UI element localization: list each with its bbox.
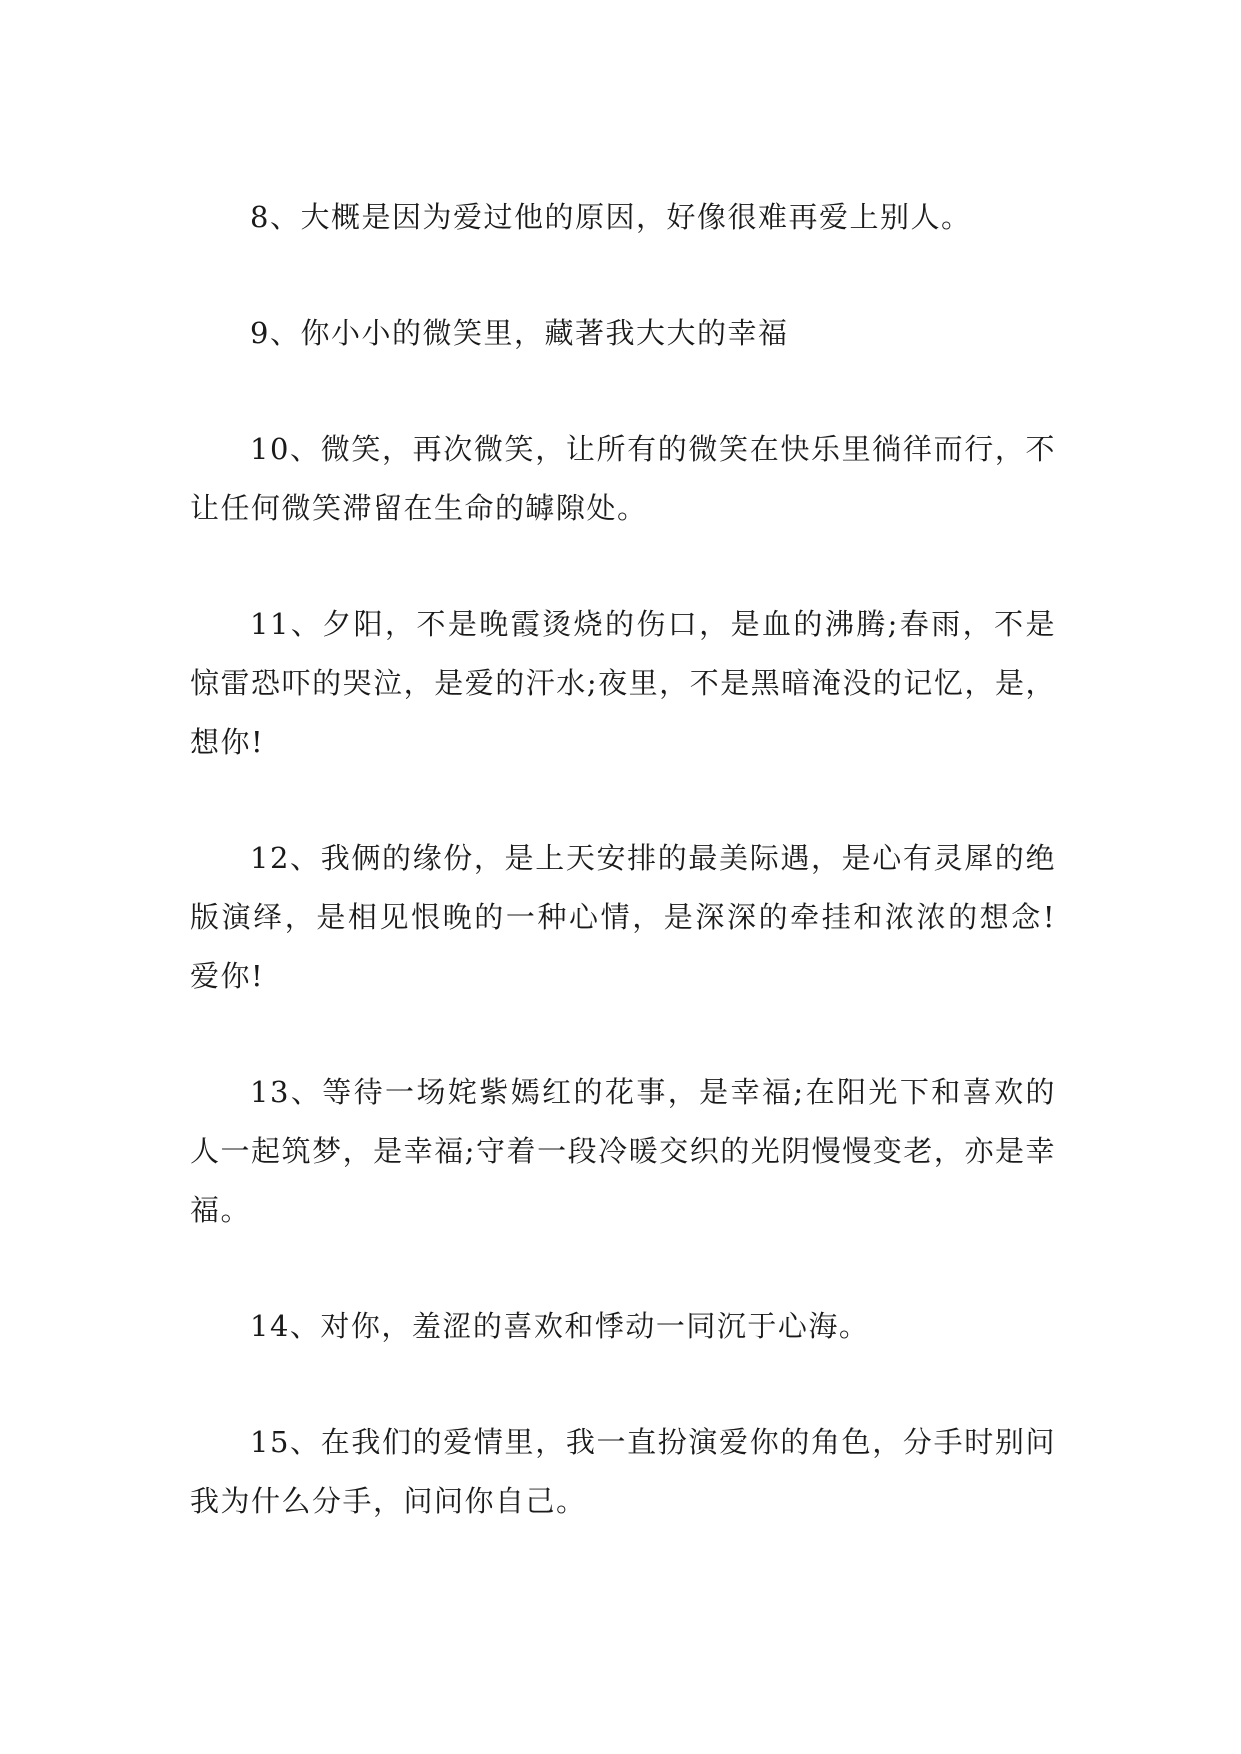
paragraph-13: 13、等待一场姹紫嫣红的花事，是幸福;在阳光下和喜欢的人一起筑梦，是幸福;守着一段冷暖交织的光阴慢慢变老，亦是幸福。 xyxy=(190,1075,1056,1227)
document-body xyxy=(190,188,1056,1588)
paragraph-9: 9、你小小的微笑里，藏著我大大的幸福 xyxy=(250,316,789,350)
paragraph-15: 15、在我们的爱情里，我一直扮演爱你的角色，分手时别问我为什么分手，问问你自己。 xyxy=(190,1425,1056,1518)
paragraph-8: 8、大概是因为爱过他的原因，好像很难再爱上别人。 xyxy=(250,200,972,234)
paragraph-14: 14、对你，羞涩的喜欢和悸动一同沉于心海。 xyxy=(250,1309,870,1343)
paragraph-12: 12、我俩的缘份，是上天安排的最美际遇，是心有灵犀的绝版演绎，是相见恨晚的一种心情，是深深的牵挂和浓浓的想念!爱你! xyxy=(190,841,1056,993)
paragraph-11: 11、夕阳，不是晚霞烫烧的伤口，是血的沸腾;春雨，不是惊雷恐吓的哭泣，是爱的汗水;夜里，不是黑暗淹没的记忆，是，想你! xyxy=(190,607,1056,759)
paragraph-10: 10、微笑，再次微笑，让所有的微笑在快乐里徜徉而行，不让任何微笑滞留在生命的罅隙处。 xyxy=(190,432,1056,525)
